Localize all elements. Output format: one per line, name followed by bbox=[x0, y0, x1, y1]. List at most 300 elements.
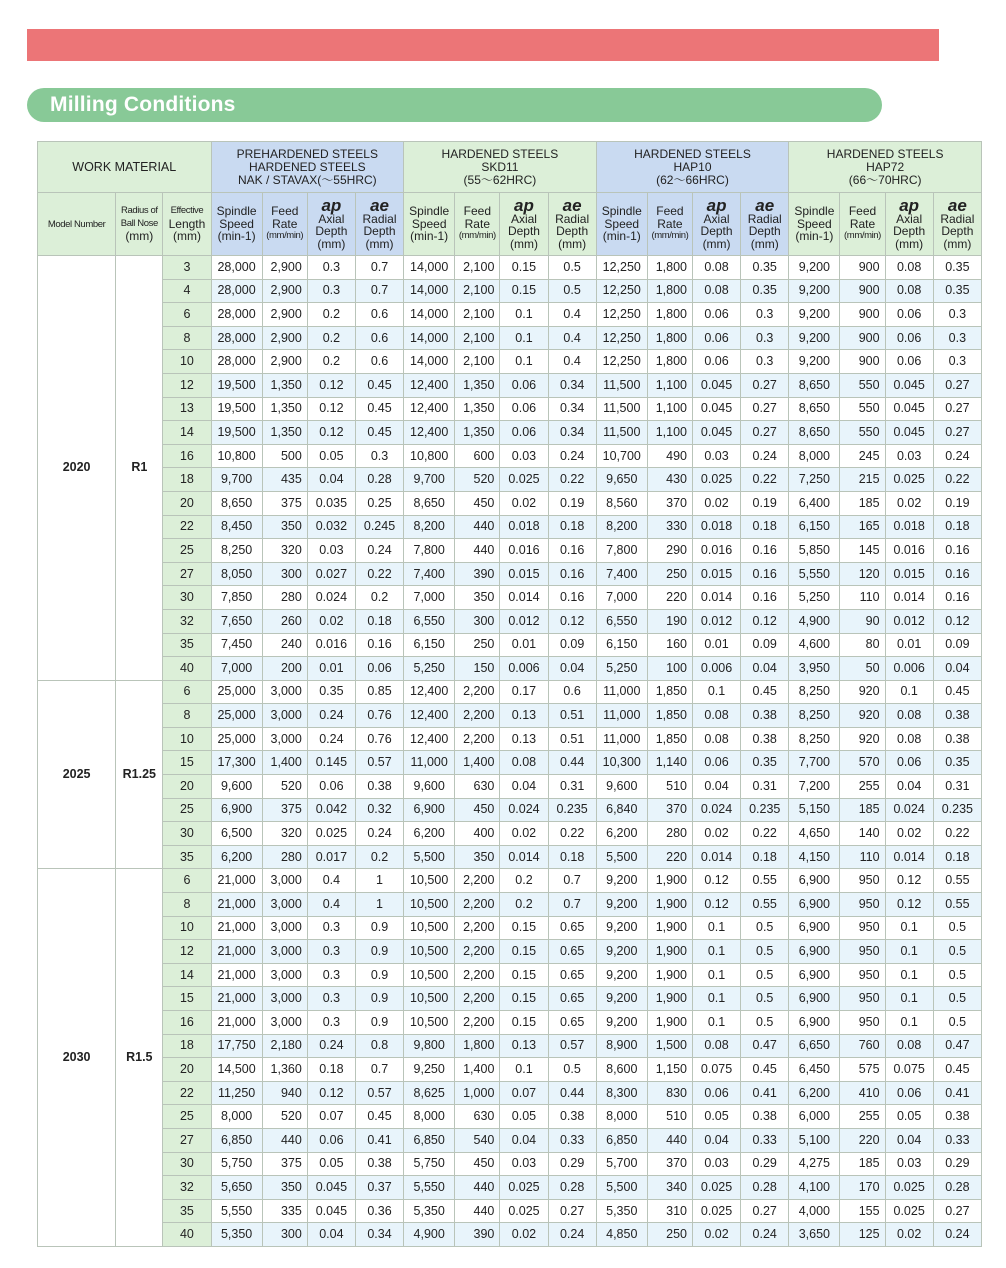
feed-rate-cell: 185 bbox=[840, 491, 885, 515]
feed-rate-cell: 1,850 bbox=[647, 704, 692, 728]
group-line: SKD11 bbox=[481, 159, 519, 174]
effective-length-cell: 6 bbox=[163, 869, 211, 893]
radial-depth-cell: 0.6 bbox=[355, 350, 403, 374]
spindle-speed-cell: 7,000 bbox=[596, 586, 647, 610]
spindle-speed-cell: 9,800 bbox=[404, 1034, 455, 1058]
feed-rate-cell: 250 bbox=[455, 633, 500, 657]
feed-rate-cell: 2,200 bbox=[455, 916, 500, 940]
radial-depth-cell: 0.16 bbox=[355, 633, 403, 657]
axial-depth-cell: 0.1 bbox=[692, 963, 740, 987]
radial-depth-cell: 0.28 bbox=[548, 1176, 596, 1200]
radial-depth-cell: 0.24 bbox=[548, 444, 596, 468]
spindle-speed-cell: 6,200 bbox=[404, 822, 455, 846]
feed-rate-cell: 2,200 bbox=[455, 893, 500, 917]
axial-depth-cell: 0.05 bbox=[307, 1152, 355, 1176]
feed-rate-cell: 920 bbox=[840, 727, 885, 751]
header-text: (mm) bbox=[702, 236, 731, 251]
header-text: Feed bbox=[271, 204, 299, 219]
radial-depth-cell: 0.27 bbox=[933, 421, 981, 445]
table-row bbox=[38, 1011, 982, 1035]
feed-rate-cell: 1,900 bbox=[647, 963, 692, 987]
feed-rate-cell: 2,200 bbox=[455, 1011, 500, 1035]
radial-depth-cell: 0.27 bbox=[548, 1199, 596, 1223]
effective-length-cell: 8 bbox=[163, 893, 211, 917]
feed-rate-cell: 350 bbox=[262, 515, 307, 539]
radial-depth-cell: 0.45 bbox=[741, 680, 789, 704]
axial-depth-cell: 0.045 bbox=[885, 373, 933, 397]
axial-depth-cell: 0.17 bbox=[500, 680, 548, 704]
axial-depth-cell: 0.03 bbox=[500, 444, 548, 468]
radial-depth-cell: 0.3 bbox=[741, 326, 789, 350]
group-line: HARDENED STEELS bbox=[826, 146, 944, 161]
radial-depth-cell: 0.7 bbox=[355, 1058, 403, 1082]
axial-depth-cell: 0.145 bbox=[307, 751, 355, 775]
feed-rate-cell: 950 bbox=[840, 893, 885, 917]
radial-depth-cell: 0.5 bbox=[741, 1011, 789, 1035]
radial-depth-cell: 0.27 bbox=[933, 1199, 981, 1223]
radial-depth-cell: 0.3 bbox=[933, 350, 981, 374]
spindle-speed-cell: 12,250 bbox=[596, 350, 647, 374]
radial-depth-cell: 0.55 bbox=[933, 893, 981, 917]
header-text: Radial bbox=[747, 211, 782, 226]
radial-depth-cell: 0.5 bbox=[933, 916, 981, 940]
feed-rate-cell: 440 bbox=[455, 539, 500, 563]
radial-depth-cell: 0.29 bbox=[548, 1152, 596, 1176]
feed-rate-cell: 2,100 bbox=[455, 350, 500, 374]
radial-depth-cell: 0.16 bbox=[741, 586, 789, 610]
feed-rate-cell: 1,150 bbox=[647, 1058, 692, 1082]
feed-rate-cell: 145 bbox=[840, 539, 885, 563]
material-group-header bbox=[596, 142, 789, 193]
table-row bbox=[38, 539, 982, 563]
model-number-cell: 2025 bbox=[38, 680, 116, 869]
spindle-speed-cell: 7,000 bbox=[211, 657, 262, 681]
feed-rate-cell: 190 bbox=[647, 609, 692, 633]
spindle-speed-cell: 10,800 bbox=[404, 444, 455, 468]
spindle-speed-cell: 6,900 bbox=[789, 963, 840, 987]
feed-rate-cell: 2,100 bbox=[455, 279, 500, 303]
feed-rate-cell: 600 bbox=[455, 444, 500, 468]
radial-depth-cell: 0.245 bbox=[355, 515, 403, 539]
feed-rate-cell: 550 bbox=[840, 397, 885, 421]
table-row bbox=[38, 491, 982, 515]
axial-depth-cell: 0.3 bbox=[307, 963, 355, 987]
axial-depth-cell: 0.012 bbox=[885, 609, 933, 633]
radial-depth-cell: 0.235 bbox=[933, 798, 981, 822]
feed-rate-cell: 100 bbox=[647, 657, 692, 681]
feed-rate-cell: 900 bbox=[840, 279, 885, 303]
axial-depth-cell: 0.1 bbox=[692, 680, 740, 704]
table-row bbox=[38, 256, 982, 280]
table-row bbox=[38, 303, 982, 327]
radial-depth-cell: 0.37 bbox=[355, 1176, 403, 1200]
feed-rate-cell: 1,900 bbox=[647, 916, 692, 940]
table-row bbox=[38, 940, 982, 964]
spindle-speed-header bbox=[789, 193, 840, 256]
axial-depth-cell: 0.2 bbox=[307, 303, 355, 327]
spindle-speed-cell: 11,000 bbox=[596, 704, 647, 728]
spindle-speed-cell: 5,500 bbox=[404, 845, 455, 869]
axial-depth-cell: 0.01 bbox=[500, 633, 548, 657]
feed-rate-cell: 1,350 bbox=[455, 373, 500, 397]
spindle-speed-cell: 6,900 bbox=[789, 893, 840, 917]
effective-length-cell: 27 bbox=[163, 1128, 211, 1152]
axial-depth-cell: 0.045 bbox=[307, 1199, 355, 1223]
axial-depth-cell: 0.08 bbox=[885, 727, 933, 751]
axial-depth-cell: 0.05 bbox=[307, 444, 355, 468]
spindle-speed-cell: 10,500 bbox=[404, 940, 455, 964]
radial-depth-cell: 0.27 bbox=[741, 397, 789, 421]
axial-depth-cell: 0.024 bbox=[692, 798, 740, 822]
axial-depth-cell: 0.24 bbox=[307, 1034, 355, 1058]
header-text: (mm) bbox=[750, 236, 779, 251]
feed-rate-cell: 280 bbox=[262, 586, 307, 610]
radial-depth-cell: 0.38 bbox=[355, 1152, 403, 1176]
radial-depth-cell: 0.16 bbox=[741, 539, 789, 563]
header-text: Axial bbox=[318, 211, 345, 226]
radial-depth-cell: 0.6 bbox=[355, 326, 403, 350]
spindle-speed-cell: 6,900 bbox=[789, 940, 840, 964]
radial-depth-cell: 0.85 bbox=[355, 680, 403, 704]
spindle-speed-cell: 19,500 bbox=[211, 397, 262, 421]
spindle-speed-cell: 28,000 bbox=[211, 256, 262, 280]
axial-depth-cell: 0.1 bbox=[885, 916, 933, 940]
axial-depth-cell: 0.2 bbox=[307, 350, 355, 374]
feed-rate-cell: 1,100 bbox=[647, 421, 692, 445]
axial-depth-cell: 0.15 bbox=[500, 916, 548, 940]
feed-rate-cell: 1,900 bbox=[647, 987, 692, 1011]
radial-depth-cell: 0.38 bbox=[741, 704, 789, 728]
spindle-speed-cell: 6,850 bbox=[404, 1128, 455, 1152]
spindle-speed-cell: 8,650 bbox=[789, 373, 840, 397]
spindle-speed-cell: 9,200 bbox=[596, 1011, 647, 1035]
feed-rate-cell: 255 bbox=[840, 1105, 885, 1129]
radial-depth-cell: 0.38 bbox=[548, 1105, 596, 1129]
axial-depth-cell: 0.3 bbox=[307, 987, 355, 1011]
effective-length-cell: 32 bbox=[163, 1176, 211, 1200]
axial-depth-cell: 0.025 bbox=[692, 468, 740, 492]
radial-depth-cell: 0.41 bbox=[741, 1081, 789, 1105]
spindle-speed-cell: 5,250 bbox=[789, 586, 840, 610]
spindle-speed-cell: 9,600 bbox=[596, 775, 647, 799]
header-text: Depth bbox=[363, 224, 396, 239]
axial-depth-cell: 0.025 bbox=[885, 468, 933, 492]
spindle-speed-cell: 9,200 bbox=[789, 303, 840, 327]
radial-depth-cell: 0.34 bbox=[548, 373, 596, 397]
feed-rate-cell: 440 bbox=[262, 1128, 307, 1152]
axial-depth-cell: 0.15 bbox=[500, 940, 548, 964]
axial-depth-cell: 0.016 bbox=[885, 539, 933, 563]
radial-depth-cell: 0.28 bbox=[355, 468, 403, 492]
radial-depth-cell: 0.45 bbox=[933, 1058, 981, 1082]
table-row bbox=[38, 350, 982, 374]
radial-depth-cell: 0.4 bbox=[548, 326, 596, 350]
feed-rate-cell: 490 bbox=[647, 444, 692, 468]
spindle-speed-cell: 12,400 bbox=[404, 727, 455, 751]
spindle-speed-cell: 4,000 bbox=[789, 1199, 840, 1223]
axial-depth-cell: 0.01 bbox=[692, 633, 740, 657]
effective-length-cell: 30 bbox=[163, 1152, 211, 1176]
axial-depth-cell: 0.35 bbox=[307, 680, 355, 704]
axial-depth-cell: 0.045 bbox=[885, 397, 933, 421]
effective-length-cell: 27 bbox=[163, 562, 211, 586]
spindle-speed-cell: 21,000 bbox=[211, 963, 262, 987]
axial-depth-cell: 0.027 bbox=[307, 562, 355, 586]
feed-rate-cell: 630 bbox=[455, 1105, 500, 1129]
axial-depth-cell: 0.13 bbox=[500, 1034, 548, 1058]
axial-depth-cell: 0.05 bbox=[500, 1105, 548, 1129]
effective-length-cell: 20 bbox=[163, 1058, 211, 1082]
feed-rate-cell: 1,400 bbox=[262, 751, 307, 775]
feed-rate-cell: 3,000 bbox=[262, 987, 307, 1011]
axial-depth-cell: 0.15 bbox=[500, 279, 548, 303]
effective-length-cell: 12 bbox=[163, 373, 211, 397]
feed-rate-cell: 2,200 bbox=[455, 963, 500, 987]
effective-length-cell: 20 bbox=[163, 491, 211, 515]
spindle-speed-cell: 21,000 bbox=[211, 893, 262, 917]
radial-depth-cell: 0.55 bbox=[741, 893, 789, 917]
axial-depth-cell: 0.04 bbox=[692, 1128, 740, 1152]
spindle-speed-cell: 21,000 bbox=[211, 1011, 262, 1035]
radius-header bbox=[116, 193, 163, 256]
radial-depth-cell: 0.18 bbox=[933, 515, 981, 539]
radial-depth-cell: 0.18 bbox=[741, 845, 789, 869]
header-text: Spindle bbox=[216, 204, 257, 219]
table-row bbox=[38, 1128, 982, 1152]
header-text: Radial bbox=[555, 211, 590, 226]
feed-rate-cell: 440 bbox=[455, 515, 500, 539]
radial-depth-cell: 0.29 bbox=[933, 1152, 981, 1176]
radial-depth-cell: 0.38 bbox=[933, 1105, 981, 1129]
axial-depth-cell: 0.045 bbox=[885, 421, 933, 445]
axial-depth-cell: 0.06 bbox=[692, 303, 740, 327]
feed-rate-cell: 150 bbox=[455, 657, 500, 681]
radial-depth-cell: 0.24 bbox=[548, 1223, 596, 1247]
radial-depth-cell: 0.51 bbox=[548, 727, 596, 751]
spindle-speed-cell: 10,500 bbox=[404, 869, 455, 893]
axial-depth-cell: 0.12 bbox=[307, 1081, 355, 1105]
feed-rate-cell: 1,400 bbox=[455, 1058, 500, 1082]
axial-depth-cell: 0.02 bbox=[307, 609, 355, 633]
feed-rate-cell: 215 bbox=[840, 468, 885, 492]
axial-depth-cell: 0.08 bbox=[692, 279, 740, 303]
radial-depth-cell: 0.3 bbox=[933, 303, 981, 327]
axial-depth-cell: 0.025 bbox=[885, 1176, 933, 1200]
spindle-speed-cell: 14,000 bbox=[404, 326, 455, 350]
radial-depth-cell: 0.57 bbox=[355, 1081, 403, 1105]
feed-rate-cell: 155 bbox=[840, 1199, 885, 1223]
spindle-speed-cell: 9,200 bbox=[596, 987, 647, 1011]
spindle-speed-cell: 5,500 bbox=[596, 1176, 647, 1200]
radial-depth-cell: 0.18 bbox=[355, 609, 403, 633]
feed-rate-cell: 520 bbox=[262, 775, 307, 799]
axial-depth-cell: 0.04 bbox=[500, 1128, 548, 1152]
radial-depth-cell: 0.45 bbox=[741, 1058, 789, 1082]
feed-rate-cell: 1,850 bbox=[647, 727, 692, 751]
spindle-speed-cell: 9,600 bbox=[211, 775, 262, 799]
axial-depth-cell: 0.015 bbox=[692, 562, 740, 586]
spindle-speed-cell: 4,900 bbox=[789, 609, 840, 633]
spindle-speed-cell: 12,400 bbox=[404, 704, 455, 728]
spindle-speed-cell: 8,050 bbox=[211, 562, 262, 586]
axial-depth-cell: 0.3 bbox=[307, 1011, 355, 1035]
axial-depth-cell: 0.06 bbox=[885, 326, 933, 350]
header-row-columns bbox=[38, 193, 982, 256]
spindle-speed-cell: 11,500 bbox=[596, 373, 647, 397]
feed-rate-cell: 1,900 bbox=[647, 869, 692, 893]
radial-depth-cell: 0.3 bbox=[741, 303, 789, 327]
table-row bbox=[38, 775, 982, 799]
axial-depth-cell: 0.045 bbox=[692, 421, 740, 445]
spindle-speed-cell: 6,150 bbox=[596, 633, 647, 657]
axial-depth-cell: 0.025 bbox=[500, 1199, 548, 1223]
axial-depth-cell: 0.014 bbox=[885, 845, 933, 869]
spindle-speed-cell: 8,650 bbox=[211, 491, 262, 515]
radial-depth-cell: 0.3 bbox=[933, 326, 981, 350]
axial-depth-cell: 0.01 bbox=[307, 657, 355, 681]
radial-depth-cell: 0.24 bbox=[741, 444, 789, 468]
effective-length-cell: 35 bbox=[163, 1199, 211, 1223]
feed-rate-cell: 340 bbox=[647, 1176, 692, 1200]
axial-depth-cell: 0.1 bbox=[500, 303, 548, 327]
axial-depth-cell: 0.15 bbox=[500, 963, 548, 987]
radial-depth-cell: 0.18 bbox=[741, 515, 789, 539]
spindle-speed-cell: 28,000 bbox=[211, 279, 262, 303]
axial-depth-cell: 0.014 bbox=[692, 845, 740, 869]
feed-rate-header bbox=[455, 193, 500, 256]
axial-depth-cell: 0.07 bbox=[307, 1105, 355, 1129]
table-row bbox=[38, 326, 982, 350]
effective-length-cell: 10 bbox=[163, 350, 211, 374]
feed-rate-cell: 2,200 bbox=[455, 727, 500, 751]
radial-depth-cell: 0.9 bbox=[355, 916, 403, 940]
feed-rate-cell: 1,360 bbox=[262, 1058, 307, 1082]
effective-length-cell: 15 bbox=[163, 751, 211, 775]
spindle-speed-header bbox=[596, 193, 647, 256]
effective-length-cell: 18 bbox=[163, 1034, 211, 1058]
feed-rate-cell: 375 bbox=[262, 491, 307, 515]
axial-depth-cell: 0.045 bbox=[692, 373, 740, 397]
axial-depth-cell: 0.3 bbox=[307, 916, 355, 940]
feed-rate-cell: 550 bbox=[840, 373, 885, 397]
radial-depth-cell: 0.47 bbox=[933, 1034, 981, 1058]
feed-rate-cell: 250 bbox=[647, 562, 692, 586]
effective-length-cell: 8 bbox=[163, 326, 211, 350]
radial-depth-cell: 0.22 bbox=[933, 468, 981, 492]
radial-depth-cell: 0.33 bbox=[548, 1128, 596, 1152]
radial-depth-cell: 0.6 bbox=[355, 303, 403, 327]
group-line: HAP72 bbox=[866, 159, 905, 174]
radial-depth-cell: 0.9 bbox=[355, 987, 403, 1011]
axial-depth-cell: 0.06 bbox=[885, 751, 933, 775]
header-text: Rate bbox=[849, 216, 876, 231]
radius-cell: R1.5 bbox=[116, 869, 163, 1247]
spindle-speed-cell: 6,200 bbox=[596, 822, 647, 846]
spindle-speed-cell: 8,650 bbox=[789, 421, 840, 445]
radial-depth-cell: 0.7 bbox=[355, 279, 403, 303]
feed-rate-cell: 510 bbox=[647, 1105, 692, 1129]
spindle-speed-cell: 21,000 bbox=[211, 869, 262, 893]
feed-rate-cell: 440 bbox=[647, 1128, 692, 1152]
axial-depth-cell: 0.1 bbox=[500, 326, 548, 350]
radial-depth-cell: 0.65 bbox=[548, 987, 596, 1011]
radial-depth-cell: 0.36 bbox=[355, 1199, 403, 1223]
axial-depth-cell: 0.045 bbox=[692, 397, 740, 421]
spindle-speed-cell: 6,650 bbox=[789, 1034, 840, 1058]
axial-depth-cell: 0.06 bbox=[692, 326, 740, 350]
spindle-speed-cell: 4,150 bbox=[789, 845, 840, 869]
axial-depth-cell: 0.1 bbox=[500, 1058, 548, 1082]
spindle-speed-cell: 12,250 bbox=[596, 303, 647, 327]
spindle-speed-cell: 12,400 bbox=[404, 397, 455, 421]
table-row bbox=[38, 515, 982, 539]
spindle-speed-cell: 6,840 bbox=[596, 798, 647, 822]
effective-length-cell: 15 bbox=[163, 987, 211, 1011]
header-text: Speed bbox=[604, 216, 640, 231]
spindle-speed-cell: 9,650 bbox=[596, 468, 647, 492]
table-row bbox=[38, 468, 982, 492]
header-text: Length bbox=[168, 216, 206, 231]
feed-rate-cell: 170 bbox=[840, 1176, 885, 1200]
header-text: Depth bbox=[315, 224, 348, 239]
axial-depth-cell: 0.24 bbox=[307, 704, 355, 728]
feed-rate-cell: 300 bbox=[262, 1223, 307, 1247]
axial-depth-cell: 0.1 bbox=[885, 987, 933, 1011]
ap-symbol: ap bbox=[321, 195, 342, 215]
spindle-speed-cell: 28,000 bbox=[211, 350, 262, 374]
axial-depth-cell: 0.2 bbox=[500, 869, 548, 893]
feed-rate-cell: 350 bbox=[262, 1176, 307, 1200]
table-row bbox=[38, 916, 982, 940]
radial-depth-cell: 0.51 bbox=[548, 704, 596, 728]
radial-depth-cell: 0.65 bbox=[548, 963, 596, 987]
radial-depth-cell: 0.35 bbox=[933, 256, 981, 280]
feed-rate-cell: 1,350 bbox=[455, 397, 500, 421]
radial-depth-cell: 0.04 bbox=[933, 657, 981, 681]
feed-rate-cell: 1,350 bbox=[262, 421, 307, 445]
spindle-speed-cell: 25,000 bbox=[211, 680, 262, 704]
radial-depth-cell: 0.44 bbox=[548, 751, 596, 775]
radial-depth-cell: 0.12 bbox=[933, 609, 981, 633]
axial-depth-cell: 0.045 bbox=[307, 1176, 355, 1200]
radial-depth-cell: 0.06 bbox=[355, 657, 403, 681]
feed-rate-cell: 3,000 bbox=[262, 727, 307, 751]
spindle-speed-cell: 17,300 bbox=[211, 751, 262, 775]
spindle-speed-cell: 12,250 bbox=[596, 279, 647, 303]
feed-rate-cell: 900 bbox=[840, 303, 885, 327]
spindle-speed-cell: 8,600 bbox=[596, 1058, 647, 1082]
radial-depth-cell: 0.27 bbox=[741, 421, 789, 445]
axial-depth-cell: 0.2 bbox=[307, 326, 355, 350]
table-row bbox=[38, 869, 982, 893]
feed-rate-cell: 950 bbox=[840, 963, 885, 987]
radial-depth-cell: 0.5 bbox=[741, 940, 789, 964]
spindle-speed-cell: 6,900 bbox=[789, 869, 840, 893]
group-line: HARDENED STEELS bbox=[248, 159, 366, 174]
axial-depth-cell: 0.3 bbox=[307, 940, 355, 964]
axial-depth-cell: 0.01 bbox=[885, 633, 933, 657]
spindle-speed-cell: 28,000 bbox=[211, 326, 262, 350]
radial-depth-cell: 0.09 bbox=[548, 633, 596, 657]
header-text: (mm/min) bbox=[844, 230, 881, 242]
spindle-speed-cell: 12,400 bbox=[404, 421, 455, 445]
radial-depth-cell: 0.22 bbox=[548, 822, 596, 846]
spindle-speed-cell: 11,000 bbox=[404, 751, 455, 775]
radial-depth-cell: 0.6 bbox=[548, 680, 596, 704]
radial-depth-cell: 0.65 bbox=[548, 916, 596, 940]
feed-rate-cell: 400 bbox=[455, 822, 500, 846]
radial-depth-cell: 0.24 bbox=[741, 1223, 789, 1247]
